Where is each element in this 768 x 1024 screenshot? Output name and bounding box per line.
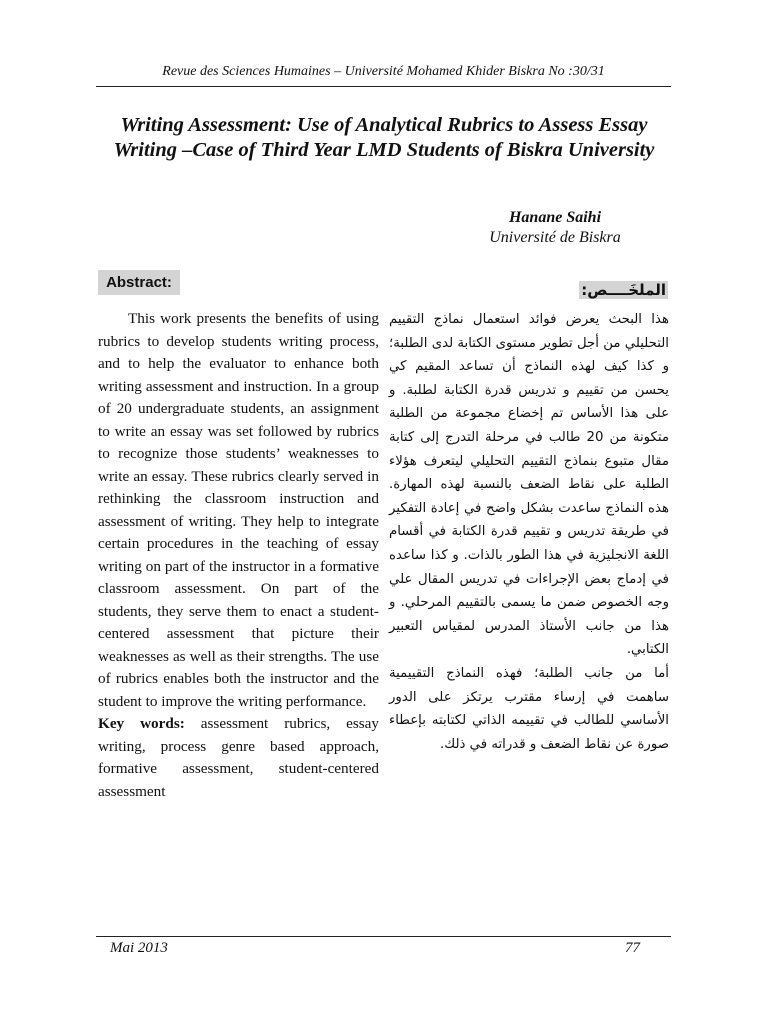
arabic-abstract-heading-text: الملخَــــص: bbox=[581, 281, 666, 299]
footer-divider bbox=[96, 936, 671, 937]
keywords bbox=[98, 713, 379, 803]
footer-date: Mai 2013 bbox=[110, 940, 168, 956]
english-abstract bbox=[98, 308, 379, 803]
page-number: 77 bbox=[625, 940, 640, 956]
arabic-abstract bbox=[389, 308, 669, 756]
author-affiliation: Université de Biskra bbox=[489, 229, 621, 246]
header-divider bbox=[96, 86, 671, 87]
keywords-label: Key words: bbox=[98, 715, 185, 732]
keywords-text: assessment rubrics, essay writing, process genre based approach, formative assessment, student-centered assessment bbox=[98, 715, 380, 800]
arabic-abstract-paragraph-2: أما من جانب الطلبة؛ فهذه النماذج التقييمية ساهمت في إرساء مقترب يرتكز على الدور الأساسي للطالب في تقييمه الذاتي لكتابته بإعطاء صورة عن نقاط الضعف و قدراته في ذلك. bbox=[389, 665, 669, 752]
author-name: Hanane Saihi bbox=[508, 209, 602, 226]
arabic-abstract-heading bbox=[580, 278, 668, 302]
english-abstract-text: This work presents the benefits of using rubrics to develop students writing process, and to help the evaluator to enhance both writing assessment and instruction. In a group of 20 undergraduate students, an assignment to write an essay was set followed by rubrics to recognize those students’ weaknesses to write an essay. These rubrics clearly served in rethinking the classroom instruction and assessment of writing. They help to integrate certain procedures in the teaching of essay writing on part of the instructor in a formative classroom assessment. On part of the students, they serve them to enact a student-centered assessment that picture their weaknesses as well as their strengths. The use of rubrics enables both the instructor and the student to improve the writing performance. bbox=[98, 310, 379, 710]
author-block bbox=[460, 208, 650, 248]
running-head: Revue des Sciences Humaines – Université Mohamed Khider Biskra No :30/31 bbox=[162, 64, 605, 79]
arabic-abstract-paragraph-1: هذا البحث يعرض فوائد استعمال نماذج التقييم التحليلي من أجل تطوير مستوى الكتابة لدى الطلبة؛ و كذا كيف لهذه النماذج أن تساعد المقيم كي يحسن من تقييم و تدريس قدرة الكتابة لطلبة. و على هذا الأساس تم إخضاع مجموعة من الطلبة متكونة من 20 طالب في مرحلة التدرج إلى كتابة مقال متبوع بنماذج التقييم التحليلي ليتعرف هؤلاء الطلبة على نقاط الضعف بالنسبة لهذه المهارة. هذه النماذج ساعدت بشكل واضح في إعادة التفكير في طريقة تدريس و تقييم قدرة الكتابة في أقسام اللغة الانجليزية في هذا الطور بالذات. و كذا ساعده في إدماج بعض الإجراءات في تدريس المقال علي وجه الخصوص ضمن ما يسمى بالتقييم المرحلي. و هذا من جانب الأستاذ المدرس لمقياس التعبير الكتابي. bbox=[389, 312, 670, 658]
article-title: Writing Assessment: Use of Analytical Rubrics to Assess Essay Writing –Case of Third Year LMD Students of Biskra University bbox=[113, 114, 655, 161]
abstract-heading: Abstract: bbox=[98, 270, 180, 295]
